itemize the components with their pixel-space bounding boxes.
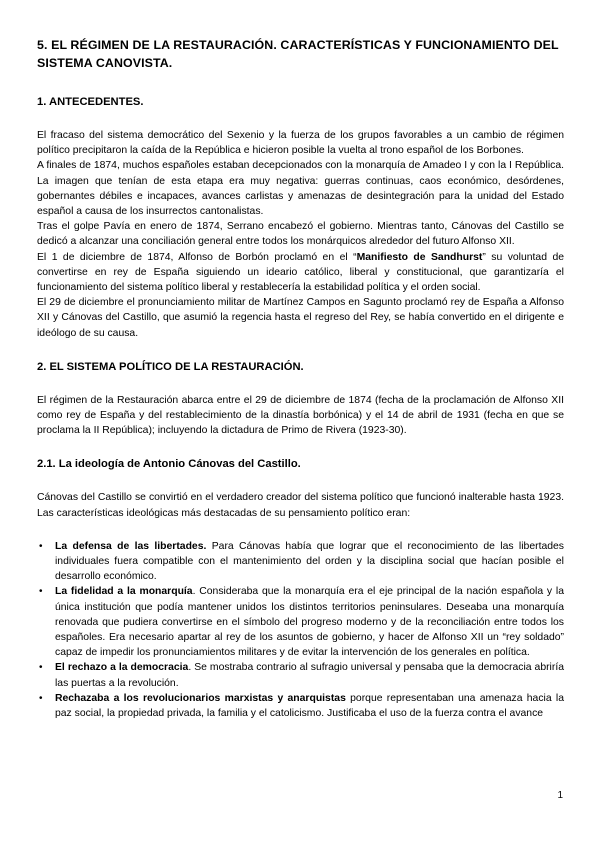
paragraph: El 1 de diciembre de 1874, Alfonso de Borbón proclamó en el “Manifiesto de Sandhurst” su voluntad de convertirse en rey de España siguiendo un ideario católico, liberal y constitucional, que garantizaría el funcionamiento del sistema político liberal y restablecería la estabilidad política y el orden social. (37, 251, 565, 294)
ideology-list (37, 539, 564, 721)
subsection-heading-ideologia: 2.1. La ideología de Antonio Cánovas del Castillo. (37, 458, 301, 471)
paragraph: Cánovas del Castillo se convirtió en el verdadero creador del sistema político que funcionó inalterable hasta 1923. Las características ideológicas más destacadas de su pensamiento político eran: (37, 492, 564, 519)
manifesto-name: Manifiesto de Sandhurst (356, 251, 483, 263)
paragraph: A finales de 1874, muchos españoles estaban decepcionados con la monarquía de Amadeo I y con la I República. La imagen que tenían de esta etapa era muy negativa: guerras continuas, caos económico, desórdenes, gobernantes débiles e incapaces, avances carlistas y amenazas de desintegración para la unidad del Estado español a causa de los insurrectos cantonalistas. (37, 160, 564, 218)
section-heading-antecedentes: 1. ANTECEDENTES. (37, 96, 144, 108)
paragraph: El régimen de la Restauración abarca entre el 29 de diciembre de 1874 (fecha de la proclamación de Alfonso XII como rey de España y del restablecimiento de la dinastía borbónica) y el 14 de abril de 1931 (fecha en que se proclama la II República); incluyendo la dictadura de Primo de Rivera (1923-30). (37, 394, 564, 437)
list-item: • El rechazo a la democracia. Se mostraba contrario al sufragio universal y pensaba que la democracia abriría las puertas a la revolución. (39, 662, 564, 689)
bullet-icon: • (39, 540, 43, 552)
section-sistema-politico (37, 393, 564, 439)
paragraph: El fracaso del sistema democrático del Sexenio y la fuerza de los grupos favorables a un cambio de régimen político precipitaron la caída de la República e hicieron posible la vuelta al trono español de los Borbones. (37, 130, 564, 157)
page-number: 1 (557, 790, 563, 801)
document-body (37, 36, 564, 721)
bullet-icon: • (39, 662, 43, 674)
paragraph: Tras el golpe Pavía en enero de 1874, Serrano encabezó el gobierno. Mientras tanto, Cánovas del Castillo se dedicó a alcanzar una conciliación general entre todos los monárquicos alrededor del futuro Alfonso XII. (37, 221, 564, 248)
section-heading-sistema-politico: 2. EL SISTEMA POLÍTICO DE LA RESTAURACIÓN. (37, 360, 304, 373)
section-antecedentes (37, 128, 564, 341)
paragraph: El 29 de diciembre el pronunciamiento militar de Martínez Campos en Sagunto proclamó rey de España a Alfonso XII y Cánovas del Castillo, que asumió la regencia hasta el regreso del Rey, se había convertido en el dirigente e ideólogo de su causa. (37, 297, 564, 339)
bullet-icon: • (39, 586, 43, 598)
list-item: • Rechazaba a los revolucionarios marxistas y anarquistas porque representaban una amenaza hacia la paz social, la propiedad privada, la familia y el catolicismo. Justificaba el uso de la fuerza contra el avance (39, 692, 564, 720)
list-item: • La defensa de las libertades. Para Cánovas había que lograr que el reconocimiento de las libertades individuales fuera compatible con el mantenimiento del orden y la disciplina social que hacían posible el desarrollo económico. (39, 540, 564, 583)
bullet-icon: • (39, 692, 43, 704)
list-item: • La fidelidad a la monarquía. Consideraba que la monarquía era el eje principal de la nación española y la única institución que podía mantener unidos los distintos territorios peninsulares. Deseaba una monarquía renovada que pudiera convertirse en el símbolo del progreso moderno y de la reconciliación entre todos los españoles. Era necesario apartar al rey de los asuntos de gobierno, y hacer de Alfonso XII un “rey soldado” capaz de impedir los pronunciamientos militares y de evitar la intervención de los generales en política. (39, 586, 565, 659)
document-title: 5. EL RÉGIMEN DE LA RESTAURACIÓN. CARACTERÍSTICAS Y FUNCIONAMIENTO DEL SISTEMA CANOVISTA. (37, 38, 559, 70)
